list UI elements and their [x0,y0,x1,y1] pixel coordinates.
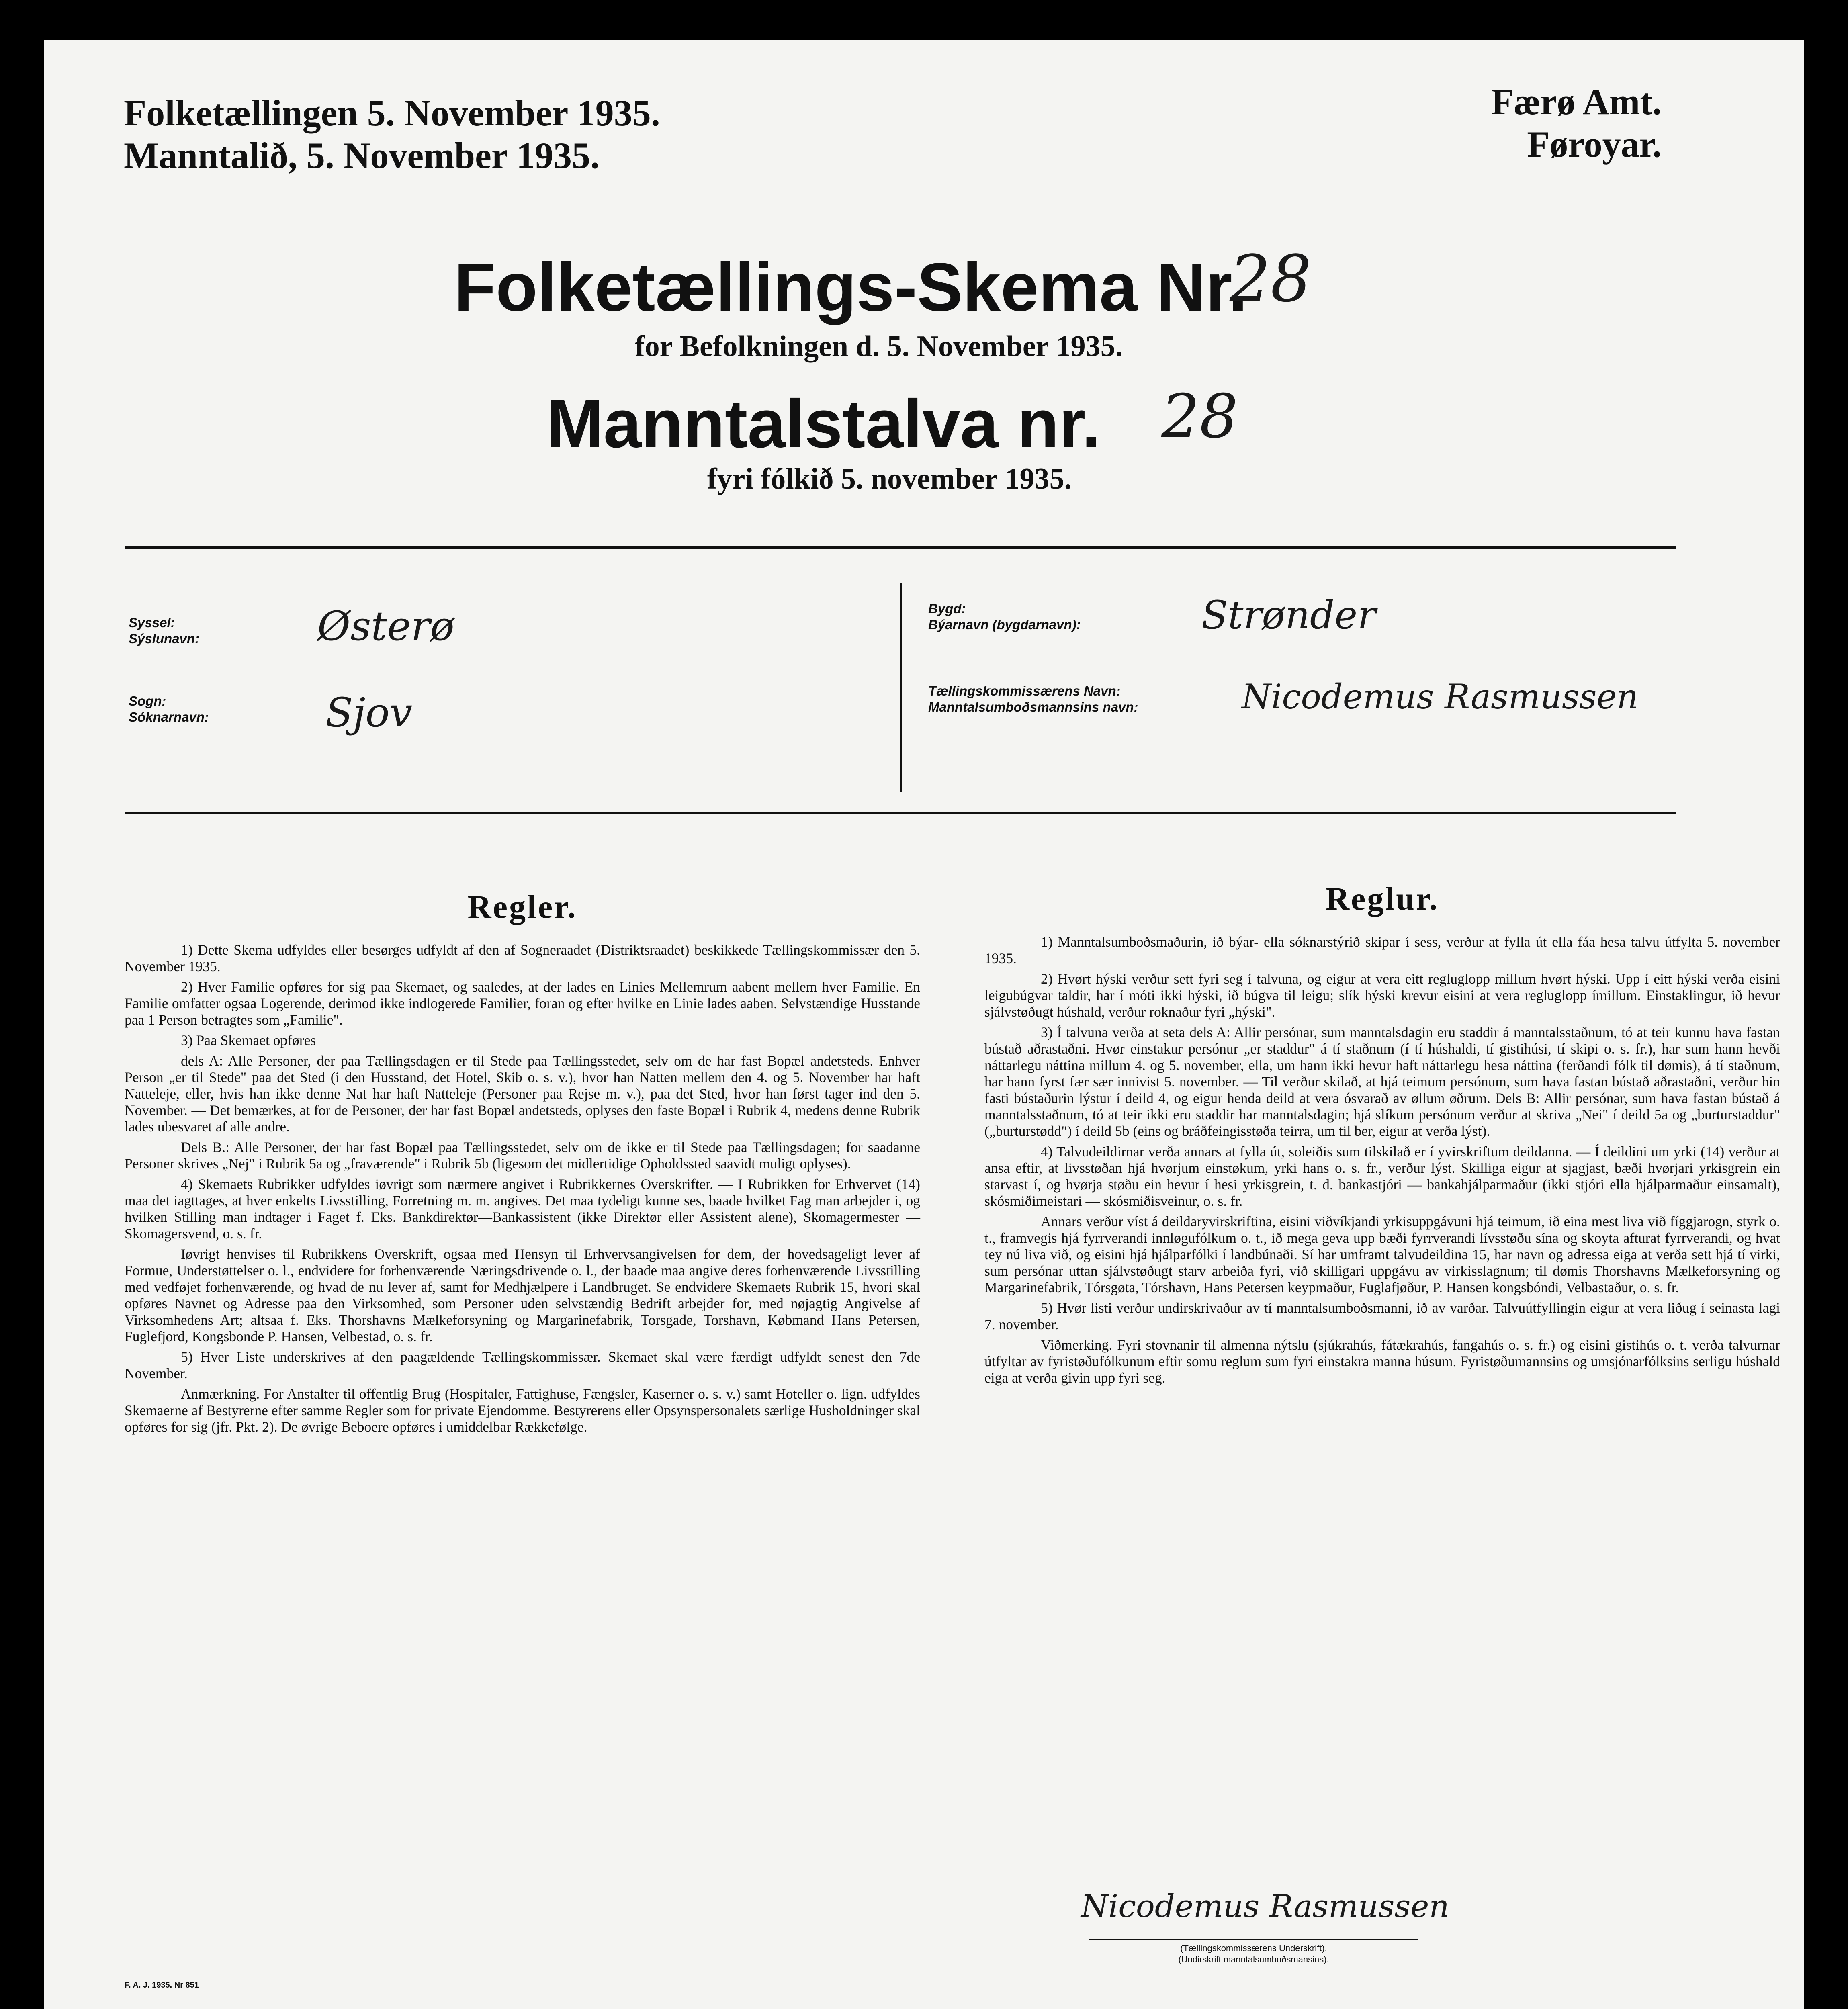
rules-fo-title: Reglur. [1325,880,1439,917]
rules-da-p3: 3) Paa Skemaet opføres [181,1032,316,1048]
rules-da-title: Regler. [467,888,577,925]
rules-da-p3b: Dels B.: Alle Personer, der har fast Bopæl paa Tællingsstedet, selv om de ikke er til Stede paa Tællingsdagen; for saadanne Personer skrives „Nej" i Rubrik 5a og „fraværende" i Rubrik 5b (ligesom det midlertidige Opholdssted saavidt muligt oplyses). [125,1139,920,1172]
kommissaer-value: Nicodemus Rasmussen [1242,677,1639,716]
signature-caption [1093,1943,1414,1965]
header-left-line1: Folketællingen 5. November 1935. [124,92,660,133]
rules-fo-p5: 5) Hvør listi verður undirskrivaður av tí manntalsumboðsmanni, ið av varðar. Talvuútfyllingin eigur at vera liðug í seinasta lagi 7. november. [984,1300,1780,1332]
form-subtitle: for Befolkningen d. 5. November 1935. [635,330,1123,363]
sogn-label-da: Sogn: [129,694,166,708]
bygd-value: Strønder [1201,593,1376,638]
rules-da-p1: 1) Dette Skema udfyldes eller besørges udfyldt af den af Sogneraadet (Distriktsraadet) beskikkede Tællingskommissær den 5. November 1935. [125,942,920,974]
rules-da-section [125,888,920,1439]
sogn-label-fo: Sóknarnavn: [129,710,209,724]
form-title-text: Folketællings-Skema Nr. [454,249,1248,325]
rules-da-p4: 4) Skemaets Rubrikker udfyldes iøvrigt som nærmere angivet i Rubrikkernes Overskrifter. — I Rubrikken for Erhvervet (14) maa det iagttages, at hver enkelts Livsstilling, Forretning m. m. angives. Det maa tydeligt kunne ses, baade hvilket Fag man arbejder i, og hvilken Stilling man indtager i Faget f. Eks. Bankdirektør—Bankassistent (ikke Direktør eller Assistent alene), Skomagermester — Skomagersvend, o. s. fr. [125,1176,920,1242]
rules-da-p4b: Iøvrigt henvises til Rubrikkens Overskrift, ogsaa med Hensyn til Erhvervsangivelsen for dem, der hovedsageligt lever af Formue, Understøttelser o. l., endvidere for forhenværende Næringsdrivende o. l., der baade maa angive deres forhenværende Livsstilling med vedføjet forhenværende, og hvad de nu lever af, samt for Medhjælpere i Landbruget. Se endvidere Skemaets Rubrik 15, hvori skal opføres Navnet og Adresse paa den Virksomhed, som Personer uden selvstændig Bedrift arbejder for, med nøjagtig Angivelse af Virksomhedens Art; altsaa f. Eks. Thorshavns Mælkeforsyning og Margarinefabrik, Torsgade, Torshavn, Købmand Hans Petersen, Fuglefjord, Kongsbonde P. Hansen, Velbestad, o. s. fr. [125,1246,920,1344]
header-left [124,92,660,177]
header-right-line2: Føroyar. [1527,124,1662,165]
sogn-label [129,693,209,725]
rules-da-note: Anmærkning. For Anstalter til offentlig Brug (Hospitaler, Fattighuse, Fængsler, Kaserner o. s. v.) samt Hoteller o. lign. udfyldes Skemaerne af Bestyrerne efter samme Regler som for private Ejendomme. Bestyrerens eller Opsynspersonalets særlige Husholdninger skal opføres for sig (jfr. Pkt. 2). De øvrige Beboere opføres i umiddelbar Rækkefølge. [125,1386,920,1435]
kommissaer-label [928,683,1138,715]
rules-da-body [125,942,920,1435]
rules-fo-p2: 2) Hvørt hýski verður sett fyri seg í talvuna, og eigur at vera eitt regluglopp millum hvørt hýski. Upp í eitt hýski verða eisini leigubúgvar taldir, har í móti ikki hýski, ið búgva til leigu; slík hýski krevur eisini at vera regluglopp ímillum. Einstaklingur, ið hevur sjálvstøðugt húshald, verður roknaður fyri „hýski". [984,971,1780,1020]
syssel-label-fo: Sýslunavn: [129,631,200,646]
print-code: F. A. J. 1935. Nr 851 [125,1981,199,1990]
form-subtitle-fo: fyri fólkið 5. november 1935. [707,462,1072,495]
header-right-line1: Færø Amt. [1491,81,1662,122]
kommissaer-label-fo: Manntalsumboðsmannsins navn: [928,700,1138,714]
bottom-rule [125,812,1676,814]
rules-fo-p1: 1) Manntalsumboðsmaðurin, ið býar- ella sóknarstýrið skipar í sess, verður at fylla út ella fáa hesa talvu útfylta 5. november 1935. [984,934,1780,966]
signature-handwritten: Nicodemus Rasmussen [1081,1888,1449,1925]
form-title-fo-text: Manntalstalva nr. [546,386,1101,462]
field-divider [900,583,902,792]
bygd-label-fo: Býarnavn (bygdarnavn): [928,617,1081,632]
form-number-handwritten: 28 [1230,241,1312,316]
form-title-fo [546,386,1101,462]
rules-fo-section [984,880,1780,1390]
header-right [1491,80,1662,166]
rules-fo-p4: 4) Talvudeildirnar verða annars at fylla út, soleiðis sum tilskilað er í yvirskriftum deildanna. — Í deildini um yrki (14) verður at ansa eftir, at livsstøðan hjá hvørjum einstøkum, yrki hans o. s. fr., verður lýst. Skilliga eigur at sjagjast, bæði hvørjari yrkisgrein ein starvast í, og hvørja støðu ein hevur í hesi yrkisgrein, t. d. bankastjóri — bankahjálparmaður (ikki stjóri ella hjálparmaður einsamalt), skósmiðimeistari — skósmiðisveinur, o. s. fr. [984,1144,1780,1209]
rules-fo-note: Viðmerking. Fyri stovnanir til almenna nýtslu (sjúkrahús, fátækrahús, fangahús o. s. fr.) og eisini gistihús o. t. verða talvurnar útfyltar av fyristøðufólkunum eftir somu reglum sum fyri einstakra manna húsum. Fyristøðumannsins og umsjónarfólksins serligu húshald eiga at verða givin upp fyri seg. [984,1337,1780,1386]
rules-da-p3a: dels A: Alle Personer, der paa Tællingsdagen er til Stede paa Tællingsstedet, selv om de har fast Bopæl andetsteds. Enhver Person „er til Stede" paa det Sted (i den Husstand, det Hotel, Skib o. s. v.), hvor han Natten mellem den 4. og 5. November har haft Natteleje, eller, hvis han ikke denne Nat har haft Natteleje (Personer paa Rejse m. v.), paa det Sted, hvor han først tager ind den 5. November. — Det bemærkes, at for de Personer, der har fast Bopæl andetsteds, oplyses den faste Bopæl i Rubrik 4, medens denne Rubrik lades ubesvaret af alle andre. [125,1053,920,1135]
kommissaer-label-da: Tællingskommissærens Navn: [928,683,1121,698]
form-number-fo-handwritten: 28 [1161,382,1238,452]
rules-fo-p3: 3) Í talvuna verða at seta dels A: Allir persónar, sum manntalsdagin eru staddir á manntalsstaðnum, tó at teir kunnu hava fastan bústað aðrastaðni. Hvør einstakur persónur „er staddur" á tí staðnum (í tí húshaldi, tí gistihúsi, tí skipi o. s. fr.), har sum hann hevði náttarlegu náttina millum 4. og 5. november, ella, um hann ikki hevur haft náttarlegu hesa náttina (ferðandi fólk til dømis), á tí staðnum, har hann fyrst fær sær innivist 5. november. — Til verður skilað, at hjá teimum persónum, sum hava fastan bústað aðrastaðni, verður hin fasti bústaðurin lýstur í deild 4, og eigur henda deild at vera ósvarað av øllum øðrum. Dels B: Allir persónar, sum hava fastan bústað á manntalsstaðnum, tó at teir ikki eru staddir har manntalsdagin; hjá slíkum persónum verður at skriva „Nei" í deild 5a og „burturstaddur" („burturstødd") í deild 5b (eins og bráðfeingisstøða teirra, um til ber, eigur at verða lýst). [984,1024,1780,1139]
bygd-label [928,601,1081,633]
sogn-value: Sjov [325,689,413,736]
syssel-value: Østerø [317,603,454,650]
census-form-page [44,40,1804,2009]
rules-fo-body [984,934,1780,1386]
bygd-label-da: Bygd: [928,601,966,616]
form-title [454,249,1248,325]
rules-da-p2: 2) Hver Familie opføres for sig paa Skemaet, og saaledes, at der lades en Linies Mellemrum aabent mellem hver Familie. En Familie omfatter ogsaa Logerende, derimod ikke indlogerede Familier, foran og efter hvilke en Linie lades aaben. Selvstændige Husstande paa 1 Person betragtes som „Familie". [125,979,920,1028]
signature-line [1089,1939,1418,1940]
rules-da-p5: 5) Hver Liste underskrives af den paagældende Tællingskommissær. Skemaet skal være færdigt udfyldt senest den 7de November. [125,1349,920,1381]
top-rule [125,546,1676,549]
rules-fo-p4b: Annars verður víst á deildaryvirskriftina, eisini viðvíkjandi yrkisuppgávuni hjá teimum, ið eina mest liva við fíggjarogn, styrk o. t., framvegis hjá fyrrverandi innløgufólkum o. t., ið mega geva upp bæði fyrrverandi lívsstøðu sína og skoyta afturat fyrrverandi, og hvat tey nú liva við, og eisini hjá hjálparfólki í landbúnaði. Sí har umframt talvudeildina 15, har navn og adressa eiga at verða sett hjá tí virki, sum persónar uttan sjálvstøðugt starv arbeiða fyri, við skilligari uppgávu av virkisslagnum; til dømis Thorshavns Mælkeforsyning og Margarinefabrik, Tórsgøta, Tórshavn, Hans Petersen keypmaður, Fuglafjøður, P. Hansen kongsbóndi, Velbastaður, o. s. fr. [984,1213,1780,1295]
syssel-label-da: Syssel: [129,615,175,630]
header-left-line2: Manntalið, 5. November 1935. [124,135,600,176]
syssel-label [129,615,199,647]
signature-caption-fo: (Undirskrift manntalsumboðsmansins). [1178,1954,1329,1964]
signature-caption-da: (Tællingskommissærens Underskrift). [1180,1943,1327,1953]
